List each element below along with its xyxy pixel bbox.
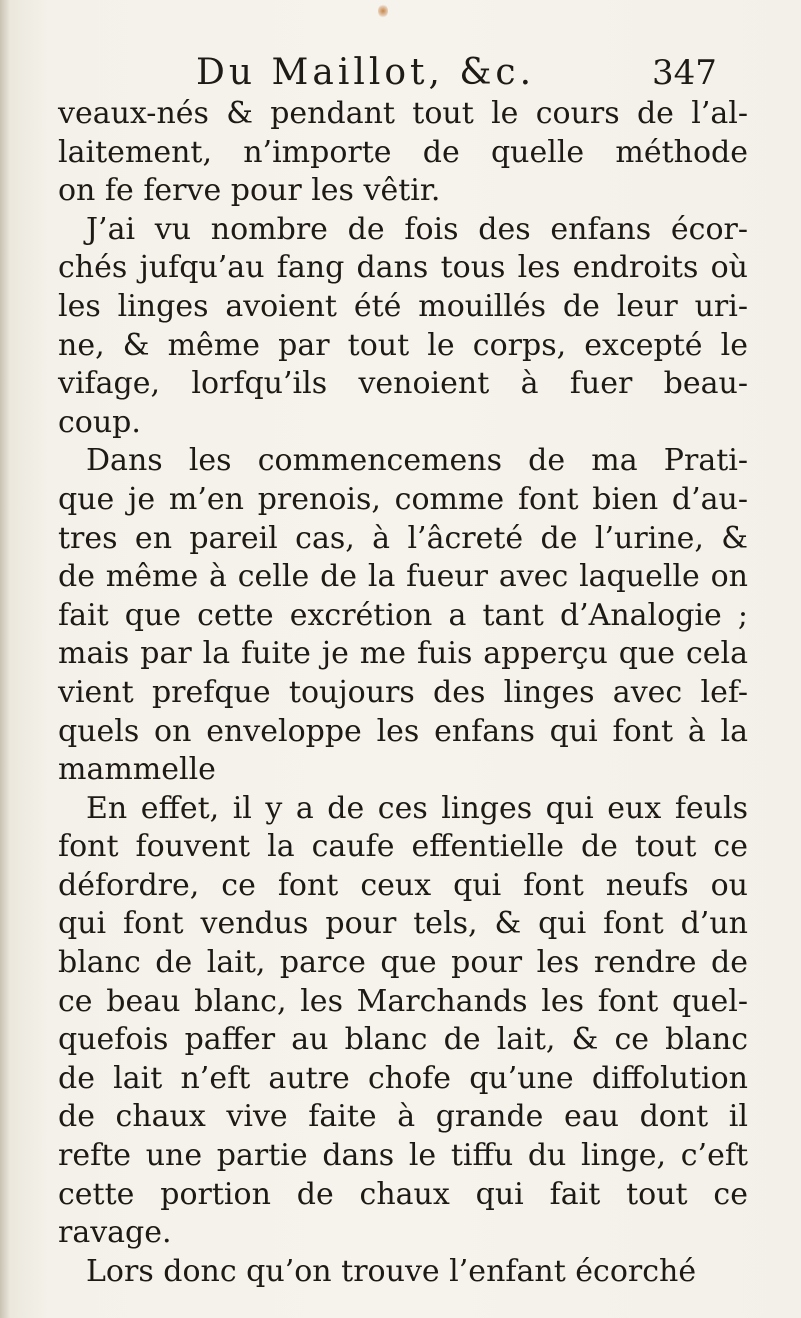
text-line: qui font vendus pour tels, & qui font d’un <box>58 906 748 942</box>
ink-smudge <box>378 4 388 18</box>
text-line: Lors donc qu’on trouve l’enfant écorché <box>86 1253 697 1289</box>
text-line: fait que cette excrétion a tant d’Analogie ; <box>58 597 748 633</box>
running-title: Du Maillot, &c. <box>196 52 536 93</box>
text-line: J’ai vu nombre de fois des enfans écor- <box>86 211 748 247</box>
text-line: vifage, lorfqu’ils venoient à fuer beau- <box>58 366 748 402</box>
text-line: mais par la fuite je me fuis apperçu que cela <box>58 636 748 672</box>
page-header <box>0 48 801 98</box>
text-line: de même à celle de la fueur avec laquelle on <box>58 559 748 595</box>
text-line: tres en pareil cas, à l’âcreté de l’urine, & <box>58 520 748 556</box>
text-line: Dans les commencemens de ma Prati- <box>86 443 748 479</box>
text-line: défordre, ce font ceux qui font neufs ou <box>58 867 748 903</box>
text-line: veaux-nés & pendant tout le cours de l’al- <box>58 96 748 131</box>
page-gutter-shadow <box>0 0 10 1318</box>
text-line: ravage. <box>58 1215 172 1251</box>
text-line: laitement, n’importe de quelle méthode <box>58 134 748 170</box>
text-line: vient prefque toujours des linges avec lef- <box>58 674 748 710</box>
text-line: chés jufqu’au fang dans tous les endroits où <box>58 250 748 286</box>
text-line: En effet, il y a de ces linges qui eux feuls <box>86 790 748 826</box>
text-line: les linges avoient été mouillés de leur uri- <box>58 288 748 324</box>
text-line: quels on enveloppe les enfans qui font à la <box>58 713 748 749</box>
text-line: que je m’en prenois, comme font bien d’au- <box>58 481 748 517</box>
text-line: refte une partie dans le tiffu du linge, c’eft <box>58 1138 748 1174</box>
body-text <box>58 95 748 1291</box>
text-line: on fe ferve pour les vêtir. <box>58 173 441 209</box>
text-line: quefois paffer au blanc de lait, & ce blanc <box>58 1022 748 1058</box>
text-line: de chaux vive faite à grande eau dont il <box>58 1099 748 1135</box>
text-line: ne, & même par tout le corps, excepté le <box>58 327 748 363</box>
text-line: coup. <box>58 404 141 440</box>
text-line: cette portion de chaux qui fait tout ce <box>58 1176 748 1212</box>
text-line: blanc de lait, parce que pour les rendre de <box>58 945 748 981</box>
text-line: ce beau blanc, les Marchands les font quel- <box>58 983 748 1019</box>
page-number: 347 <box>652 53 717 93</box>
text-line: font fouvent la caufe effentielle de tout ce <box>58 829 748 865</box>
text-line: de lait n’eft autre chofe qu’une diffolution <box>58 1060 748 1096</box>
text-line: mammelle <box>58 752 216 788</box>
